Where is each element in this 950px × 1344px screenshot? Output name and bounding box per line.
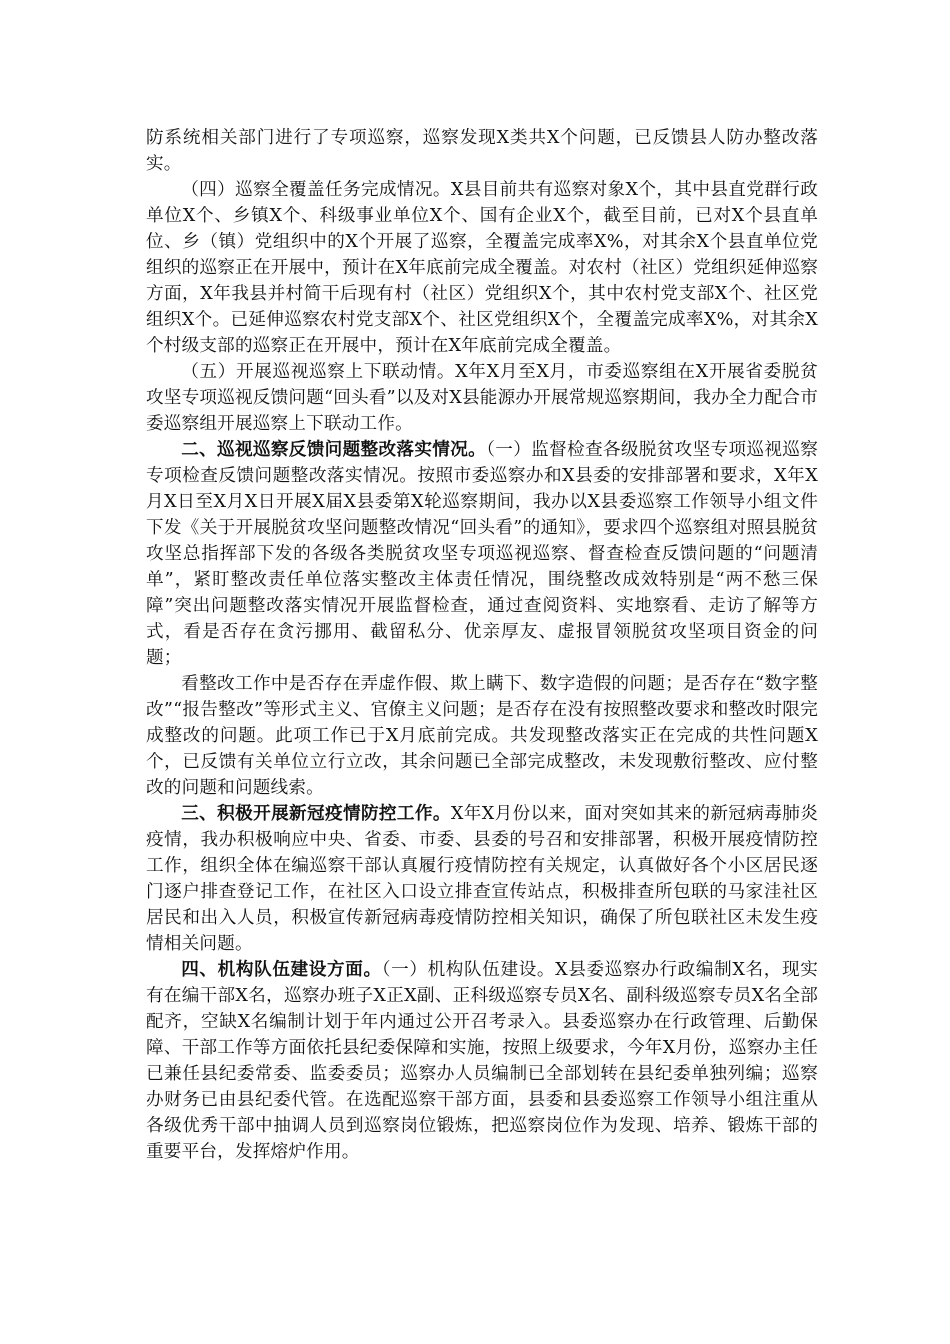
section-heading-2: 二、巡视巡察反馈问题整改落实情况。 (181, 439, 487, 460)
paragraph-6-text: X年X月份以来，面对突如其来的新冠病毒肺炎疫情，我办积极响应中央、省委、市委、县委的号召和安排部署，积极开展疫情防控工作，组织全体在编巡察干部认真履行疫情防控有关规定，认真做好各个小区居民逐门逐户排查登记工作，在社区入口设立排查宣传站点，积极排查所包联的马家洼社区居民和出入人员，积极宣传新冠病毒疫情防控相关知识，确保了所包联社区未发生疫情相关问题。 (146, 804, 818, 954)
paragraph-2 (146, 177, 818, 359)
paragraph-7-text: （一）机构队伍建设。X县委巡察办行政编制X名，现实有在编干部X名，巡察办班子X正X副、正科级巡察专员X名、副科级巡察专员X名全部配齐，空缺X名编制计划于年内通过公开召考录入。县委巡察办在行政管理、后勤保障、干部工作等方面依托县纪委保障和实施，按照上级要求，今年X月份，巡察办主任已兼任县纪委常委、监委委员；巡察办人员编制已全部划转在县纪委单独列编；巡察办财务已由县纪委代管。在选配巡察干部方面，县委和县委巡察工作领导小组注重从各级优秀干部中抽调人员到巡察岗位锻炼，把巡察岗位作为发现、培养、锻炼干部的重要平台，发挥熔炉作用。 (146, 960, 818, 1162)
paragraph-5 (146, 671, 818, 801)
paragraph-3 (146, 359, 818, 437)
paragraph-3-text: （五）开展巡视巡察上下联动情。X年X月至X月，市委巡察组在X开展省委脱贫攻坚专项巡视反馈问题“回头看”以及对X县能源办开展常规巡察期间，我办全力配合市委巡察组开展巡察上下联动工作。 (146, 362, 818, 434)
paragraph-4-text: （一）监督检查各级脱贫攻坚专项巡视巡察专项检查反馈问题整改落实情况。按照市委巡察办和X县委的安排部署和要求，X年X月X日至X月X日开展X届X县委第X轮巡察期间，我办以X县委巡察工作领导小组文件下发《关于开展脱贫攻坚问题整改情况“回头看”的通知》，要求四个巡察组对照县脱贫攻坚总指挥部下发的各级各类脱贫攻坚专项巡视巡察、督查检查反馈问题的“问题清单”，紧盯整改责任单位落实整改主体责任情况，围绕整改成效特别是“两不愁三保障”突出问题整改落实情况开展监督检查，通过查阅资料、实地察看、走访了解等方式，看是否存在贪污挪用、截留私分、优亲厚友、虚报冒领脱贫攻坚项目资金的问题； (146, 440, 818, 668)
paragraph-6 (146, 801, 818, 957)
section-heading-4: 四、机构队伍建设方面。 (181, 959, 382, 980)
paragraph-2-text: （四）巡察全覆盖任务完成情况。X县目前共有巡察对象X个，其中县直党群行政单位X个、乡镇X个、科级事业单位X个、国有企业X个，截至目前，已对X个县直单位、乡（镇）党组织中的X个开展了巡察，全覆盖完成率X%，对其余X个县直单位党组织的巡察正在开展中，预计在X年底前完成全覆盖。对农村（社区）党组织延伸巡察方面，X年我县并村简干后现有村（社区）党组织X个，其中农村党支部X个、社区党组织X个。已延伸巡察农村党支部X个、社区党组织X个，全覆盖完成率X%，对其余X个村级支部的巡察正在开展中，预计在X年底前完成全覆盖。 (146, 180, 818, 356)
paragraph-1-text: 防系统相关部门进行了专项巡察，巡察发现X类共X个问题，已反馈县人防办整改落实。 (146, 128, 818, 174)
paragraph-5-text: 看整改工作中是否存在弄虚作假、欺上瞒下、数字造假的问题；是否存在“数字整改”“报告整改”等形式主义、官僚主义问题；是否存在没有按照整改要求和整改时限完成整改的问题。此项工作已于X月底前完成。共发现整改落实正在完成的共性问题X个，已反馈有关单位立行立改，其余问题已全部完成整改，未发现敷衍整改、应付整改的问题和问题线索。 (146, 674, 818, 798)
paragraph-7 (146, 957, 818, 1165)
section-heading-3: 三、积极开展新冠疫情防控工作。 (181, 803, 451, 824)
paragraph-4 (146, 437, 818, 671)
document-body (146, 125, 818, 1165)
paragraph-1 (146, 125, 818, 177)
